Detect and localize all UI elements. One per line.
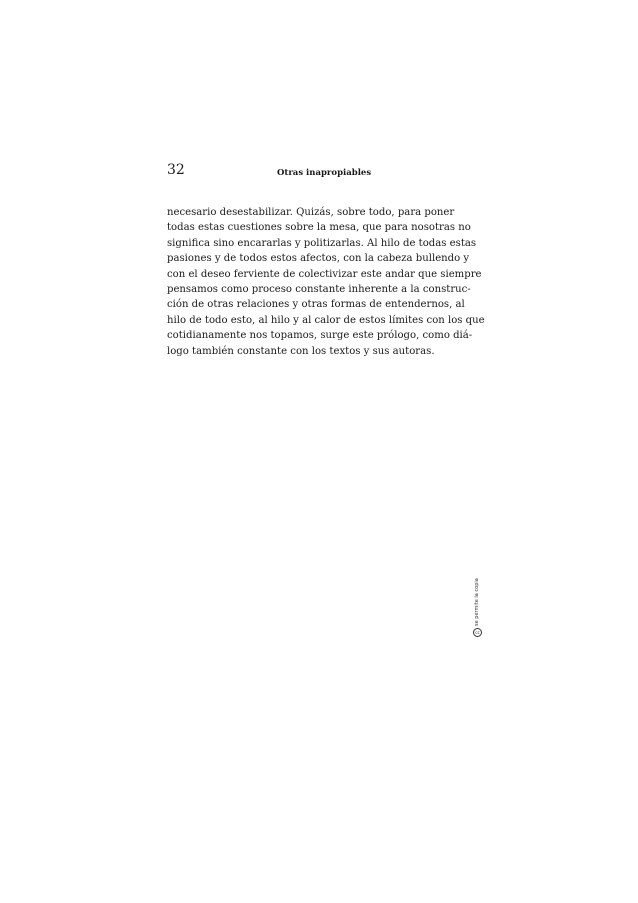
text-line: cotidianamente nos topamos, surge este prólogo, como diá- [167, 330, 473, 342]
cc-icon: cc [473, 628, 482, 637]
text-line: significa sino encararlas y politizarlas. Al hilo de todas estas [167, 237, 477, 249]
text-line: todas estas cuestiones sobre la mesa, que para nosotras no [167, 222, 471, 234]
text-line: logo también constante con los textos y sus autoras. [167, 345, 435, 357]
text-line: ción de otras relaciones y otras formas de entendernos, al [167, 299, 465, 311]
copyleft-label: se permite la copia [474, 578, 480, 626]
text-line: hilo de todo esto, al hilo y al calor de estos límites con los que [167, 314, 485, 326]
text-line: pensamos como proceso constante inherente a la construc- [167, 284, 471, 296]
body-paragraph [167, 205, 485, 359]
text-line: necesario desestabilizar. Quizás, sobre todo, para poner [167, 207, 455, 218]
text-line: pasiones y de todos estos afectos, con la cabeza bullendo y [167, 253, 470, 265]
text-line: con el deseo ferviente de colectivizar este andar que siempre [167, 268, 482, 280]
copyleft-mark [472, 577, 492, 637]
running-title: Otras inapropiables [277, 168, 372, 178]
page-number: 32 [167, 162, 185, 178]
